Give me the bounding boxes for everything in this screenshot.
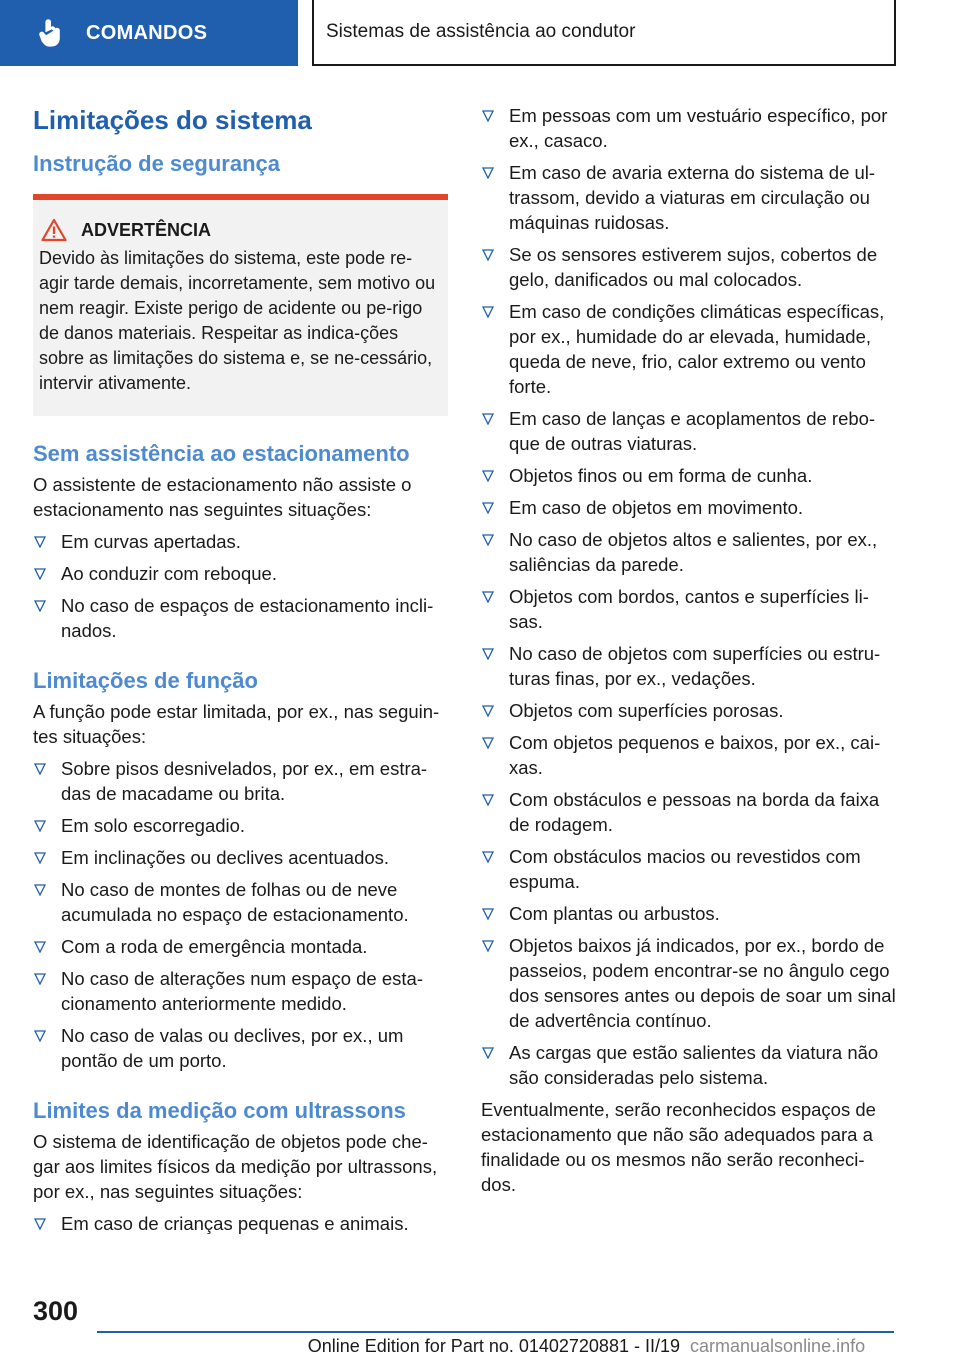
left-column [33, 100, 448, 1236]
bullet-triangle-icon [34, 1218, 46, 1230]
bullet-triangle-icon [34, 536, 46, 548]
bullet-triangle-icon [34, 568, 46, 580]
footer-divider [97, 1331, 894, 1333]
main-heading: Limitações do sistema [33, 105, 312, 135]
list-item [33, 593, 448, 643]
bullet-triangle-icon [34, 941, 46, 953]
bullet-triangle-icon [482, 110, 494, 122]
bullet-triangle-icon [34, 1030, 46, 1042]
bullet-triangle-icon [34, 973, 46, 985]
page-header [0, 0, 960, 66]
list-item-text: Objetos baixos já indicados, por ex., bordo de passeios, podem encontrar-se no ângulo cego dos sensores antes ou depois de soar um sinal de advertência contínuo. [509, 935, 896, 1031]
list-item [481, 406, 896, 456]
bullet-triangle-icon [482, 705, 494, 717]
bullet-triangle-icon [482, 794, 494, 806]
list-item [481, 299, 896, 399]
edition-info: Online Edition for Part no. 01402720881 - II/19 [307, 1336, 680, 1356]
bullet-triangle-icon [34, 763, 46, 775]
list-item [481, 901, 896, 926]
bullet-triangle-icon [482, 306, 494, 318]
warning-text: Devido às limitações do sistema, este pode re-agir tarde demais, incorretamente, sem motivo ou nem reagir. Existe perigo de acidente ou pe-rigo de danos materiais. Respeitar as indica-ções sobre as limitações do sistema e, se ne-cessário, intervir ativamente. [39, 248, 436, 393]
list-item-text: Em caso de crianças pequenas e animais. [61, 1213, 409, 1234]
bullet-triangle-icon [482, 249, 494, 261]
warning-title-row [39, 218, 440, 242]
warning-triangle-icon [41, 218, 67, 242]
bullet-triangle-icon [482, 413, 494, 425]
list-item [481, 730, 896, 780]
list-item-text: Ao conduzir com reboque. [61, 563, 277, 584]
bullet-triangle-icon [482, 1047, 494, 1059]
bullet-triangle-icon [482, 470, 494, 482]
list-item [481, 933, 896, 1033]
bullet-triangle-icon [482, 851, 494, 863]
no-assist-intro: O assistente de estacionamento não assiste o estacionamento nas seguintes situações: [33, 474, 412, 520]
list-item-text: Em caso de objetos em movimento. [509, 497, 804, 518]
no-assist-list [33, 529, 448, 643]
list-item-text: Com objetos pequenos e baixos, por ex., cai-xas. [509, 732, 881, 778]
ultrasonic-intro: O sistema de identificação de objetos pode che-gar aos limites físicos da medição por ultrassons, por ex., nas seguintes situações: [33, 1131, 438, 1202]
list-item [481, 495, 896, 520]
bullet-triangle-icon [482, 534, 494, 546]
list-item [481, 103, 896, 153]
bullet-triangle-icon [34, 820, 46, 832]
list-item-text: Com obstáculos macios ou revestidos com espuma. [509, 846, 861, 892]
list-item-text: Em curvas apertadas. [61, 531, 241, 552]
list-item [33, 813, 448, 838]
bullet-triangle-icon [482, 908, 494, 920]
list-item-text: Em caso de lanças e acoplamentos de rebo-que de outras viaturas. [509, 408, 876, 454]
list-item [481, 463, 896, 488]
bullet-triangle-icon [482, 167, 494, 179]
list-item-text: No caso de alterações num espaço de esta-cionamento anteriormente medido. [61, 968, 423, 1014]
list-item-text: Objetos com superfícies porosas. [509, 700, 784, 721]
section-title-tab [312, 0, 896, 66]
list-item [481, 641, 896, 691]
list-item-text: Com a roda de emergência montada. [61, 936, 368, 957]
list-item-text: No caso de montes de folhas ou de neve acumulada no espaço de estacionamento. [61, 879, 409, 925]
func-limits-intro: A função pode estar limitada, por ex., nas seguin-tes situações: [33, 701, 440, 747]
closing-paragraph: Eventualmente, serão reconhecidos espaços de estacionamento que não são adequados para a finalidade ou os mesmos não serão reconheci-dos. [481, 1099, 876, 1195]
list-item-text: Em pessoas com um vestuário específico, por ex., casaco. [509, 105, 888, 151]
list-item [33, 1211, 448, 1236]
list-item-text: Em solo escorregadio. [61, 815, 246, 836]
list-item [481, 1040, 896, 1090]
bullet-triangle-icon [482, 591, 494, 603]
warning-title: ADVERTÊNCIA [81, 220, 212, 240]
bullet-triangle-icon [482, 502, 494, 514]
list-item-text: Em caso de condições climáticas específicas, por ex., humidade do ar elevada, humidade, queda de neve, frio, calor extremo ou vento forte. [509, 301, 885, 397]
list-item-text: Objetos com bordos, cantos e superfícies li-sas. [509, 586, 869, 632]
list-item-text: Em caso de avaria externa do sistema de ul-trassom, devido a viaturas em circulação ou máquinas ruidosas. [509, 162, 876, 233]
list-item [33, 529, 448, 554]
list-item [481, 160, 896, 235]
list-item-text: Com plantas ou arbustos. [509, 903, 720, 924]
list-item-text: No caso de objetos com superfícies ou estru-turas finas, por ex., vedações. [509, 643, 881, 689]
list-item [481, 787, 896, 837]
list-item [33, 1023, 448, 1073]
commands-tab[interactable] [0, 0, 298, 66]
list-item [33, 845, 448, 870]
list-item-text: Sobre pisos desnivelados, por ex., em estra-das de macadame ou brita. [61, 758, 428, 804]
bullet-triangle-icon [34, 884, 46, 896]
list-item [481, 844, 896, 894]
ultrasonic-list [33, 1211, 448, 1236]
safety-heading: Instrução de segurança [33, 151, 280, 176]
warning-box [33, 194, 448, 416]
ultrasonic-heading: Limites da medição com ultrassons [33, 1098, 406, 1123]
list-item-text: No caso de objetos altos e salientes, por ex., saliências da parede. [509, 529, 878, 575]
list-item [481, 242, 896, 292]
watermark: carmanualsonline.info [690, 1336, 866, 1356]
list-item-text: Se os sensores estiverem sujos, cobertos de gelo, danificados ou mal colocados. [509, 244, 878, 290]
ultrasonic-list-continued [481, 103, 896, 1090]
hand-touch-icon [38, 18, 64, 48]
list-item-text: As cargas que estão salientes da viatura não são consideradas pelo sistema. [509, 1042, 879, 1088]
bullet-triangle-icon [34, 852, 46, 864]
list-item-text: Em inclinações ou declives acentuados. [61, 847, 390, 868]
no-assist-heading: Sem assistência ao estacionamento [33, 441, 410, 466]
bullet-triangle-icon [34, 600, 46, 612]
func-limits-heading: Limitações de função [33, 668, 258, 693]
right-column [481, 100, 896, 1197]
list-item-text: Objetos finos ou em forma de cunha. [509, 465, 813, 486]
list-item [33, 756, 448, 806]
commands-tab-label: COMANDOS [86, 21, 208, 44]
list-item [33, 561, 448, 586]
bullet-triangle-icon [482, 940, 494, 952]
list-item-text: Com obstáculos e pessoas na borda da faixa de rodagem. [509, 789, 880, 835]
bullet-triangle-icon [482, 648, 494, 660]
list-item [481, 584, 896, 634]
bullet-triangle-icon [482, 737, 494, 749]
func-limits-list [33, 756, 448, 1073]
list-item [33, 934, 448, 959]
list-item [481, 527, 896, 577]
list-item-text: No caso de valas ou declives, por ex., um pontão de um porto. [61, 1025, 404, 1071]
list-item [33, 966, 448, 1016]
section-title: Sistemas de assistência ao condutor [326, 21, 636, 42]
list-item-text: No caso de espaços de estacionamento incli-nados. [61, 595, 434, 641]
list-item [481, 698, 896, 723]
list-item [33, 877, 448, 927]
page-number: 300 [33, 1296, 79, 1326]
